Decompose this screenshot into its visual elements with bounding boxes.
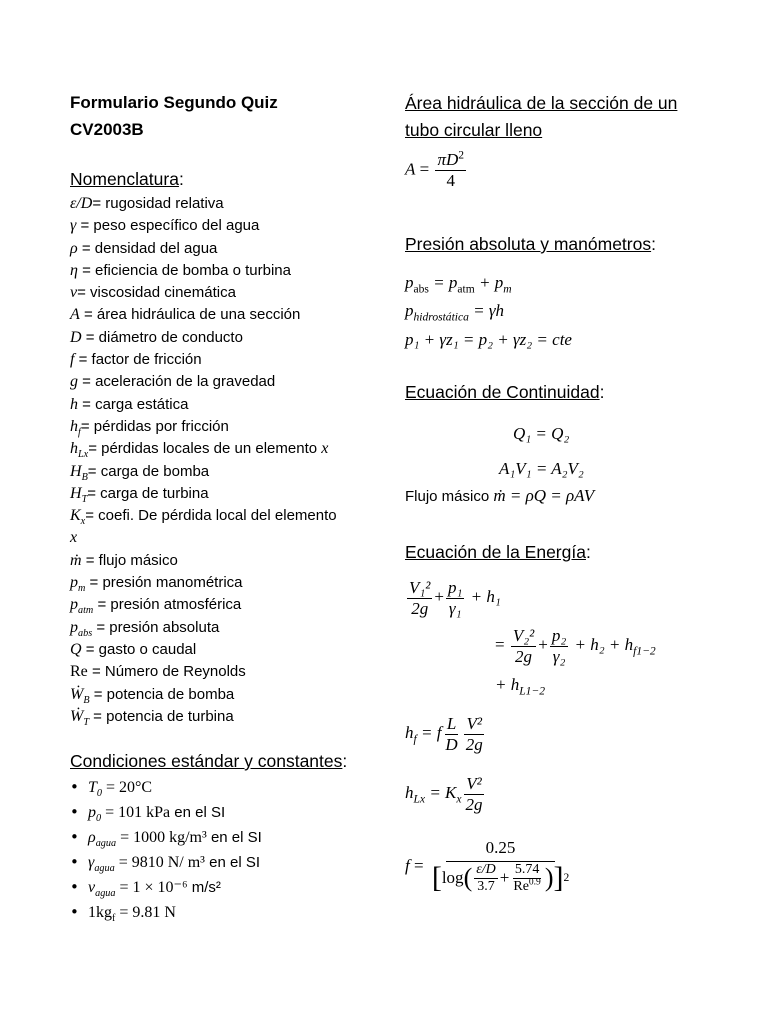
condicion-unit-text: en el SI xyxy=(206,829,262,846)
bullet-icon: • xyxy=(70,803,79,821)
area-heading-line2: tubo circular lleno xyxy=(405,120,543,140)
condicion-value: = 20°C xyxy=(102,779,153,796)
condicion-symbol-sub: agua xyxy=(95,888,116,899)
bullet-icon: • xyxy=(70,878,79,896)
nomenclatura-symbol: K xyxy=(70,507,81,525)
area-heading-line1: Área hidráulica de la sección de un xyxy=(405,93,678,113)
nomenclatura-symbol: f xyxy=(70,351,75,369)
nomenclatura-item xyxy=(70,594,337,616)
condicion-symbol-sub: 0 xyxy=(96,788,102,799)
nomenclatura-item xyxy=(70,304,337,326)
nomenclatura-item xyxy=(70,193,337,215)
condicion-unit-text: en el SI xyxy=(204,854,260,871)
condicion-symbol-sub: agua xyxy=(95,838,117,849)
nomenclatura-description: = carga estática xyxy=(78,395,189,413)
nomenclatura-symbol-sub: f xyxy=(78,426,81,438)
nomenclatura-item xyxy=(70,483,337,505)
nomenclatura-symbol-sub: abs xyxy=(78,627,93,639)
nomenclatura-description: = aceleración de la gravedad xyxy=(78,373,276,391)
condicion-symbol: ν xyxy=(88,879,96,896)
nomenclatura-symbol: p xyxy=(70,596,78,614)
energia-eq-line3: + $h_{L1-2}$ xyxy=(495,675,545,698)
nomenclatura-heading: Nomenclatura: xyxy=(70,169,184,189)
nomenclatura-description: = presión atmosférica xyxy=(93,596,242,614)
energia-eq-line2: = $\frac{\text{V₂²}}{2g}$ + $\frac{\text{p₂}}{\text{γ₂}}$ + $h_2 + h_{f1-2}$ xyxy=(495,626,656,666)
bullet-icon: • xyxy=(70,778,79,796)
nomenclatura-description: = eficiencia de bomba o turbina xyxy=(77,261,291,279)
nomenclatura-description: = viscosidad cinemática xyxy=(77,284,236,302)
condicion-symbol: T xyxy=(88,779,97,796)
nomenclatura-item xyxy=(70,282,337,304)
continuidad-eq1: Q₁ = Q₂ xyxy=(513,424,570,443)
nomenclatura-description: = presión absoluta xyxy=(92,618,220,636)
condicion-symbol-sub: agua xyxy=(94,863,115,874)
bullet-icon: • xyxy=(70,828,79,846)
nomenclatura-symbol: Ẇ xyxy=(70,685,84,703)
condicion-value: = 9810 N/ m³ xyxy=(114,854,205,871)
hf-formula: $h_f = f$ $\frac{L}{D}$ $\frac{\text{V²}}{2g}$ xyxy=(405,714,483,754)
condicion-value: = 101 kPa xyxy=(101,804,171,821)
condicion-item xyxy=(70,900,262,925)
nomenclatura-symbol: Re xyxy=(70,663,88,681)
nomenclatura-symbol: H xyxy=(70,484,82,502)
nomenclatura-description: = área hidráulica de una sección xyxy=(79,306,301,324)
nomenclatura-item xyxy=(70,215,337,237)
nomenclatura-list xyxy=(70,193,337,728)
nomenclatura-symbol: ρ xyxy=(70,239,78,257)
presion-eq1: $p_{abs} = p_{atm} + p_m$ xyxy=(405,273,512,296)
nomenclatura-symbol: Ẇ xyxy=(70,707,84,725)
nomenclatura-symbol: g xyxy=(70,373,78,391)
condicion-value: = 1 × 10⁻⁶ xyxy=(115,879,188,896)
condicion-unit-text: m/s² xyxy=(187,879,221,896)
nomenclatura-item xyxy=(70,661,337,683)
nomenclatura-description: = gasto o caudal xyxy=(81,640,197,658)
nomenclatura-description: = factor de fricción xyxy=(74,351,202,369)
nomenclatura-item xyxy=(70,394,337,416)
nomenclatura-symbol-sub: atm xyxy=(78,605,94,617)
nomenclatura-item xyxy=(70,505,337,527)
document-title: Formulario Segundo Quiz xyxy=(70,93,278,112)
nomenclatura-description: = potencia de bomba xyxy=(89,685,235,703)
nomenclatura-description: = densidad del agua xyxy=(77,239,218,257)
nomenclatura-symbol: η xyxy=(70,261,78,279)
condicion-value-2: = 9.81 N xyxy=(115,904,176,921)
nomenclatura-description: = flujo másico xyxy=(81,551,178,569)
nomenclatura-tail: x xyxy=(321,440,329,458)
continuidad-heading: Ecuación de Continuidad: xyxy=(405,382,605,402)
nomenclatura-item xyxy=(70,617,337,639)
condicion-symbol: γ xyxy=(88,854,95,871)
condicion-item xyxy=(70,775,262,800)
nomenclatura-description: = Número de Reynolds xyxy=(87,663,246,681)
nomenclatura-symbol: p xyxy=(70,574,78,592)
condiciones-list xyxy=(70,775,262,925)
condicion-value: = 1000 kg/m³ xyxy=(116,829,207,846)
presion-eq2: $p_{hidrostática} = \gamma h$ xyxy=(405,301,505,324)
nomenclatura-symbol: h xyxy=(70,417,78,435)
condicion-value: 1kg xyxy=(88,904,112,921)
nomenclatura-symbol: h xyxy=(70,440,78,458)
nomenclatura-symbol: x xyxy=(70,529,78,547)
nomenclatura-item xyxy=(70,461,337,483)
hlx-formula: $h_{Lx} = K_x$ $\frac{\text{V²}}{2g}$ xyxy=(405,774,483,814)
bullet-icon: • xyxy=(70,903,79,921)
nomenclatura-symbol-sub: B xyxy=(83,694,90,706)
nomenclatura-item xyxy=(70,438,337,460)
nomenclatura-item xyxy=(70,349,337,371)
nomenclatura-item xyxy=(70,684,337,706)
nomenclatura-symbol-sub: Lx xyxy=(78,449,89,461)
nomenclatura-item xyxy=(70,550,337,572)
condicion-symbol: ρ xyxy=(88,829,96,846)
condiciones-heading: Condiciones estándar y constantes: xyxy=(70,751,348,771)
nomenclatura-symbol: H xyxy=(70,462,82,480)
nomenclatura-description: = diámetro de conducto xyxy=(81,328,243,346)
nomenclatura-description: = rugosidad relativa xyxy=(92,195,224,212)
nomenclatura-description: = potencia de turbina xyxy=(89,707,234,725)
nomenclatura-symbol: γ xyxy=(70,217,77,235)
nomenclatura-symbol-sub: x xyxy=(80,516,86,528)
nomenclatura-symbol: ε/D xyxy=(70,195,93,212)
nomenclatura-symbol-sub: B xyxy=(81,471,88,483)
presion-eq3: p₁ + γz₁ = p₂ + γz₂ = cte xyxy=(405,330,572,349)
condicion-symbol-sub: 0 xyxy=(96,813,102,824)
nomenclatura-description: = peso específico del agua xyxy=(76,217,260,235)
nomenclatura-item xyxy=(70,527,337,549)
condicion-item xyxy=(70,800,262,825)
nomenclatura-item xyxy=(70,238,337,260)
nomenclatura-description: = presión manométrica xyxy=(85,574,243,592)
nomenclatura-symbol: A xyxy=(70,306,80,324)
nomenclatura-description: = carga de bomba xyxy=(87,462,210,480)
nomenclatura-symbol: h xyxy=(70,395,78,413)
energia-eq-line1: $\frac{\text{V₁²}}{2g}$ + $\frac{\text{p₁}}{\text{γ₁}}$ + h₁ xyxy=(409,578,501,618)
nomenclatura-symbol-sub: m xyxy=(78,583,86,595)
condicion-unit-text: en el SI xyxy=(170,804,226,821)
condicion-item xyxy=(70,850,262,875)
condicion-item xyxy=(70,875,262,900)
nomenclatura-description: = pérdidas locales de un elemento xyxy=(88,440,322,458)
nomenclatura-symbol-sub: T xyxy=(81,493,88,505)
nomenclatura-item xyxy=(70,260,337,282)
nomenclatura-symbol: D xyxy=(70,328,82,346)
flujo-masico-eq: Flujo másico ṁ = ρQ = ρAV xyxy=(405,486,595,505)
nomenclatura-description: = coefi. De pérdida local del elemento xyxy=(85,507,337,525)
nomenclatura-symbol-sub: T xyxy=(83,716,89,728)
nomenclatura-symbol: p xyxy=(70,618,78,636)
nomenclatura-item xyxy=(70,327,337,349)
area-formula: A = $\frac{\pi D^2}{4}$ xyxy=(405,148,465,190)
bullet-icon: • xyxy=(70,853,79,871)
nomenclatura-item xyxy=(70,706,337,728)
energia-heading: Ecuación de la Energía: xyxy=(405,542,591,562)
nomenclatura-symbol: ν xyxy=(70,284,78,302)
continuidad-eq2: A₁V₁ = A₂V₂ xyxy=(499,459,584,478)
condicion-value-sub: f xyxy=(112,913,116,924)
presion-heading: Presión absoluta y manómetros: xyxy=(405,234,656,254)
nomenclatura-description: = pérdidas por fricción xyxy=(80,417,229,435)
friction-factor-formula: f = 0.25 [ log ( $\frac{\varepsilon/D}{3.7}$ + $\frac{5.74}{Re^{0.9}}$ ) ] 2 xyxy=(405,838,570,895)
nomenclatura-symbol: Q xyxy=(70,640,82,658)
nomenclatura-item xyxy=(70,572,337,594)
condicion-symbol: p xyxy=(88,804,96,821)
condicion-item xyxy=(70,825,262,850)
nomenclatura-item xyxy=(70,371,337,393)
nomenclatura-description: = carga de turbina xyxy=(87,484,209,502)
nomenclatura-symbol: ṁ xyxy=(70,551,82,569)
nomenclatura-item xyxy=(70,639,337,661)
nomenclatura-item xyxy=(70,416,337,438)
course-code: CV2003B xyxy=(70,120,144,139)
